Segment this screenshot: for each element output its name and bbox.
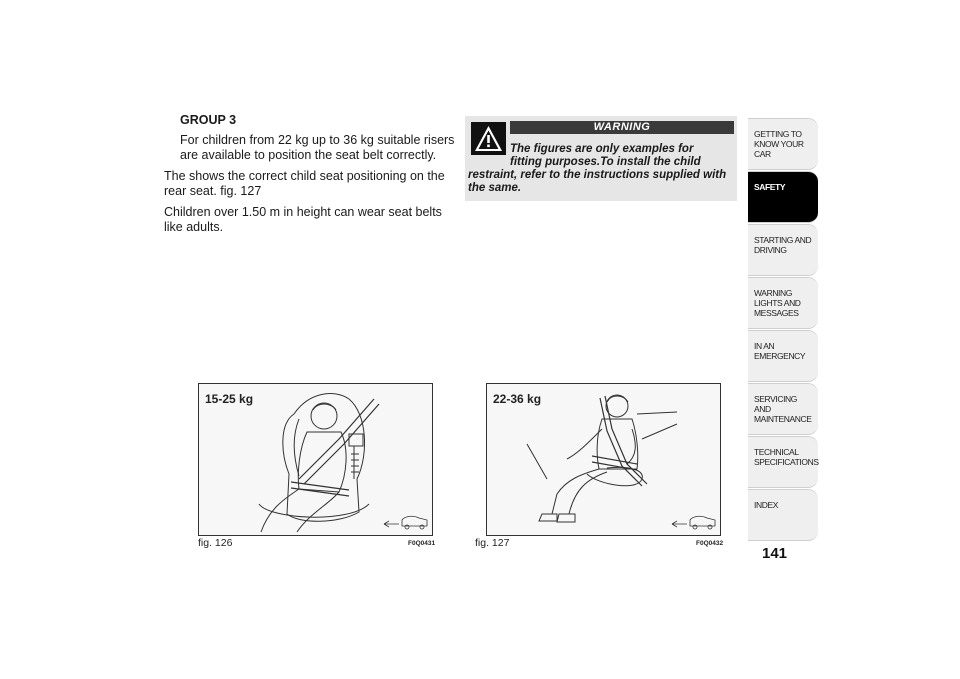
car-direction-icon: [384, 516, 427, 529]
tab-safety[interactable]: SAFETY: [748, 171, 818, 223]
tab-servicing-and-maintenance[interactable]: SERVICING AND MAINTENANCE: [748, 383, 818, 435]
warning-line-2: fitting purposes.To install the child: [510, 156, 701, 168]
car-direction-icon: [672, 516, 715, 529]
warning-text: [468, 143, 734, 195]
paragraph-risers: For children from 22 kg up to 36 kg suitable risers are available to position the seat belt correctly.: [180, 133, 455, 162]
tab-in-an-emergency[interactable]: IN AN EMERGENCY: [748, 330, 818, 382]
figure-127-code: F0Q0432: [696, 540, 724, 547]
figure-weight-label: 15-25 kg: [205, 392, 254, 406]
tab-starting-and-driving[interactable]: STARTING AND DRIVING: [748, 224, 818, 276]
child-booster-seat-illustration: [199, 384, 432, 535]
section-heading: GROUP 3: [180, 113, 237, 127]
figure-127-caption: fig. 127: [475, 537, 510, 549]
warning-title: WARNING: [510, 121, 734, 134]
warning-line-1: The figures are only examples for: [510, 143, 694, 155]
page-number: 141: [762, 545, 788, 562]
tab-getting-to-know-your-car[interactable]: GETTING TO KNOW YOUR CAR: [748, 118, 818, 170]
figure-126-caption: fig. 126: [198, 537, 233, 549]
paragraph-adults: Children over 1.50 m in height can wear seat belts like adults.: [164, 205, 442, 234]
figure-weight-label: 22-36 kg: [493, 392, 542, 406]
tab-warning-lights-and-messages[interactable]: WARNING LIGHTS AND MESSAGES: [748, 277, 818, 329]
child-riser-seat-illustration: [487, 384, 720, 535]
tab-index[interactable]: INDEX: [748, 489, 818, 541]
figure-126-code: F0Q0431: [408, 540, 436, 547]
figure-126: [198, 383, 433, 536]
figure-127: [486, 383, 721, 536]
paragraph-positioning: The shows the correct child seat positioning on the rear seat. fig. 127: [164, 169, 445, 198]
tab-technical-specifications[interactable]: TECHNICAL SPECIFICATIONS: [748, 436, 818, 488]
warning-line-3: restraint, refer to the instructions supplied with the same.: [468, 169, 727, 194]
